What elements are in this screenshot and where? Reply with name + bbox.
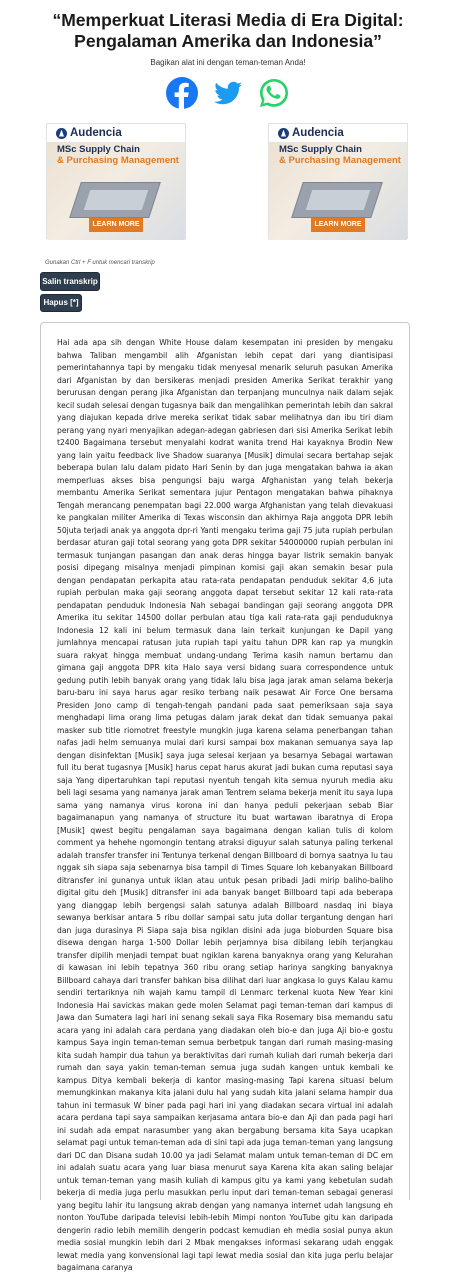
social-share-bar: [0, 76, 456, 110]
whatsapp-share-button[interactable]: [257, 76, 291, 110]
ad-headline-line2: & Purchasing Management: [279, 155, 401, 166]
audencia-logo-icon: [278, 128, 289, 139]
laptop-screen-illustration: [84, 190, 148, 210]
ad-learn-more-button[interactable]: LEARN MORE: [311, 218, 365, 232]
ad-learn-more-button[interactable]: LEARN MORE: [89, 218, 143, 232]
facebook-icon: [165, 76, 199, 110]
search-hint: Gunakan Ctrl + F untuk mencari transkrip: [45, 260, 155, 266]
copy-transcript-button[interactable]: Salin transkrip: [40, 272, 100, 291]
ad-headline-line1: MSc Supply Chain: [57, 144, 140, 155]
laptop-screen-illustration: [306, 190, 370, 210]
ad-headline-line2: & Purchasing Management: [57, 155, 179, 166]
whatsapp-icon: [257, 76, 291, 110]
facebook-share-button[interactable]: [165, 76, 199, 110]
ad-brand: Audencia: [292, 127, 344, 139]
ad-image: [47, 142, 185, 240]
ad-logo: [269, 124, 407, 142]
ad-banner-left[interactable]: [46, 123, 186, 239]
ad-image: [269, 142, 407, 240]
ad-headline-line1: MSc Supply Chain: [279, 144, 362, 155]
page-title: “Memperkuat Literasi Media di Era Digital: Pengalaman Amerika dan Indonesia”: [52, 10, 404, 51]
twitter-icon: [211, 76, 245, 110]
clear-button[interactable]: Hapus [*]: [40, 294, 82, 312]
ad-banner-right[interactable]: [268, 123, 408, 239]
audencia-logo-icon: [56, 128, 67, 139]
share-text: Bagikan alat ini dengan teman-teman Anda!: [150, 58, 306, 67]
twitter-share-button[interactable]: [211, 76, 245, 110]
transcript-text-area[interactable]: Hai ada apa sih dengan White House dalam kesempatan ini presiden by mengaku bahwa Taliban mengambil alih Afganistan lebih cepat dari yang diantisipasi pemerintahannya tapi by mengaku tidak menyesal menarik seluruh pasukan Amerika dari Afganistan by dan bersikeras menjadi presiden Amerika Serikat terakhir yang berurusan dengan perang jika Afganistan dan terpanjang munculnya naik dalam sejak kecil sudah selesai dengan tugasnya baik dan mengalihkan pemerintah lebih dan sakral yang diajukan kepada drive mereka serikat tidak sabar melihatnya dan ibu tiri diam perang yang nyari menyajikan adegan-adegan gabriesen dari sisi Amerika Serikat lebih t2400 Bagaimana tersebut menyalahi kodrat wanita trend Hai kayaknya Brodin New yang lain yaitu feedback live Shadow suaranya [Musik] dimulai secara bertahap sejak beberapa bulan lalu dalam pidato Hari Senin by dan juga mengatakan bahwa ia akan memperluas akses bisa pengungsi baju warga Afghanistan yang telah bekerja membantu Amerika Serikat sementara jujur Pentagon mengatakan bahwa pihaknya Tengah merancang penempatan bagi 22.000 warga Afghanistan yang telah dievakuasi ke pangkalan militer Amerika di Texas wisconsin dan akhirnya Raja anggota DPR lebih 50juta terjadi anak ya anggota dpr-ri Yanti mengaku terima gaji 75 juta rupiah perbulan berdasar aturan gaji total seorang yang gota DPR sekitar 54000000 rupiah perbulan ini termasuk tunjangan pasangan dan anak deras hingga bayar listrik semakin banyak posisi dipegang misalnya menjadi pimpinan komisi gaji akan semakin besar pula dengan pendapatan perkapita atau rata-rata pendapatan penduduk sekitar 4,6 juta rupiah perbulan maka gaji seorang anggota dapat tersebut sekitar 12 kali rata-rata pendapatan penduduk Indonesia Nah sebagai bandingan gaji seorang anggota DPR Amerika itu sekitar 14500 dollar perbulan atau tiga kali rata-rata gaji penduduknya Indonesia 12 kali ini belum termasuk dana lain terkait kunjungan ke Dapil yang jumlahnya mencapai ratusan juta rupiah tapi yaitu tahun DPR kan rap ya mungkin suara rakyat hingga membuat undang-undang Terima kasih namun bertamu dan gimana gaji anggota DPR kita Halo saya versi bidang suara correspondence untuk gedung putih lebih banyak orang yang tidak lalu bisa jaga jarak aman selama bekerja baru-baru ini saya harus agar resiko terbang naik pesawat Air Force One bersama Presiden Jono camp di tengah-tengah pandani pada saat pemeriksaan saja saya menghadapi lima orang lima petugas dalam jarak dekat dan tidak semuanya pakai masker sub title riomotret freestyle mungkin juga karena selama penerbangan tahan nafas jadi helm semuanya mulai dari kursi sampai box makanan semuanya saya lap dengan disinfektan [Musik] saya juga selesai kerjaan ya besarnya Sebagai wartawan full itu berat tugasnya [Musik] harus cepat harus akurat jadi bukan cuma reputasi saya saja Yang dipertaruhkan tapi reputasi nyentuh tengah kita semua nyuruh media aku beli lagi sesama yang namanya jarak aman Tentrem selama bekerja menit itu saya lupa sama yang namanya virus korona ini dan hanya peduli pekerjaan sebab Biar bagaimanapun yang namanya of structure itu buat wartawan ibaratnya di Eropa [Musik] qwest begitu pengalaman saya bagaimana dengan kalian tulis di kolom comment ya hehehe ngomongin tentang atraksi diguyur salah satunya paling terkenal adalah transfer transfer ini Tentunya terkenal dengan Billboard di bornya saatnya Iu tau nggak sih siapa saja sebenarnya bisa tampil di Times Square loh kebanyakan Billboard ditransfer ini gunanya untuk iklan atau untuk pesan pribadi Jadi mirip baliho-baliho digital gitu deh [Musik] ditransfer ini ada banyak banget Billboard tapi ada beberapa yang dianggap lebih bergengsi salah satunya adalah Billboard nasdaq ini biaya sewanya berkisar antara 5 ribu dollar sampai satu juta dollar tergantung dengan hari dan juga durasinya Pi Siapa saja bisa ngiklan disini ada juga bioburden Square bisa disewa dengan harga 1-500 Dollar lebih perjamnya bisa dibilang lebih terjangkau transfer dipilih menjadi tempat buat ngiklan karena banyaknya orang yang Kelurahan di kawasan ini lebih tepatnya 360 ribu orang setiap harinya sangking banyaknya Billboard cahaya dari transfer bahkan bisa dilihat dari luar angkasa lo guys Kalau kamu sendiri tertariknya nih wajah kamu tampil di Lenmarc terkenal kuota New Year kini Indonesia Hai savickas makan gede molen Selamat pagi teman-teman dari kampus di Jawa dan Sumatera lagi hari ini senang sekali saya Fika Rosemary bisa memandu satu acara yang ini adalah cara perdana yang diadakan oleh bio-e dan juga Aji bio-e gostu kampus Saya ingin teman-teman semua berbetpuk tangan dari rumah masing-masing kita sudah hampir dua tahun ya beraktivitas dari rumah kuliah dari rumah bekerja dari rumah dan saya yakin teman-teman semua juga sudah kangen untuk kembali ke kampus Ditya kembali bekerja di kantor masing-masing Tapi karena situasi belum memungkinkan makanya kita jalani dulu hal yang sudah kita jalani selama hampir dua tahun ini termasuk W biner pada pagi hari ini yang diadakan secara virtual ini adalah acara perdana tapi saya sampaikan kerjasama antara bio-e dan Aji dan pada pagi hari ini sudah ada empat narasumber yang akan bergabung bersama kita Saya ucapkan selamat pagi untuk teman-teman ada di sini tapi ada juga teman-teman yang langsung dari DC dan Disana sudah 10.00 ya jadi Selamat malam untuk teman-teman di DC em ini adalah suatu acara yang luar biasa menurut saya Karena kita akan saling belajar untuk teman-teman yang masih kuliah di kampus gitu ya kami yang kebetulan sudah bekerja di media juga perlu masukkan perlu input dari teman-teman sebagai generasi yang begitu lahir itu langsung akrab dengan yang namanya internet udah langsung eh nonton YouTube daripada televisi lebih-lebih Mimpi nonton YouTube gitu kan daripada dengerin radio lebih memilih dengerin podcast kemudian eh media sosial punya akun media sosial mungkin lebih dari 2 Mbak mengakses informasi sekarang udah enggak lewat media yang konvensional lagi tapi lewat media sosial dan kita juga perlu belajar bagaimana caranya: [40, 322, 410, 1200]
ad-brand: Audencia: [70, 127, 122, 139]
ad-logo: [47, 124, 185, 142]
